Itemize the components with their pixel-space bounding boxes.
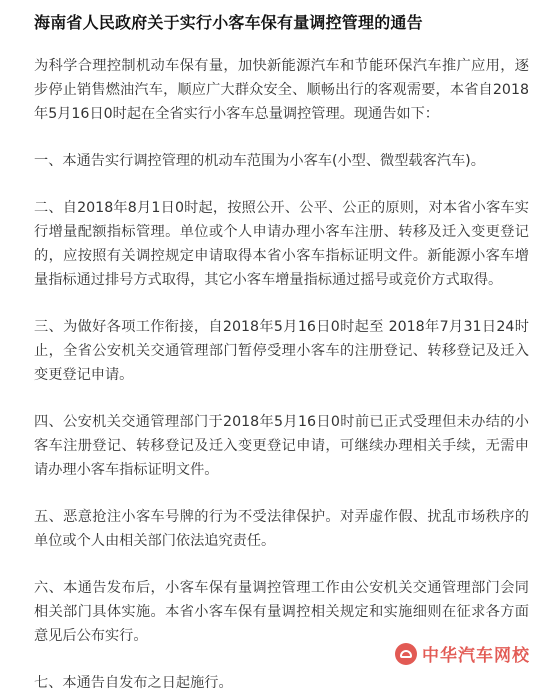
paragraph-intro: 为科学合理控制机动车保有量，加快新能源汽车和节能环保汽车推广应用，逐步停止销售燃油汽车，顺应广大群众安全、顺畅出行的客观需要，本省自2018年5月16日0时起在全省实行小客车总量调控管理。现通告如下： <box>34 58 529 122</box>
paragraph-2: 二、自2018年8月1日0时起，按照公开、公平、公正的原则，对本省小客车实行增量配额指标管理。单位或个人申请办理小客车注册、转移及迁入变更登记的，应按照有关调控规定申请取得本省小客车指标证明文件。新能源小客车增量指标通过排号方式取得，其它小客车增量指标通过摇号或竞价方式取得。 <box>34 200 529 288</box>
watermark-text: 中华汽车网校 <box>422 646 530 666</box>
paragraph-3: 三、为做好各项工作衔接，自2018年5月16日0时起至 2018年7月31日24时止，全省公安机关交通管理部门暂停受理小客车的注册登记、转移登记及迁入变更登记申请。 <box>34 319 529 383</box>
document-title: 海南省人民政府关于实行小客车保有量调控管理的通告 <box>34 13 423 32</box>
watermark <box>395 641 530 666</box>
car-logo-icon <box>395 643 417 665</box>
paragraph-1: 一、本通告实行调控管理的机动车范围为小客车(小型、微型载客汽车)。 <box>34 153 485 169</box>
paragraph-6: 六、本通告发布后，小客车保有量调控管理工作由公安机关交通管理部门会同相关部门具体实施。本省小客车保有量调控相关规定和实施细则在征求各方面意见后公布实行。 <box>34 580 529 644</box>
paragraph-7: 七、本通告自发布之日起施行。 <box>34 675 233 691</box>
paragraph-5: 五、恶意抢注小客车号牌的行为不受法律保护。对弄虚作假、扰乱市场秩序的单位或个人由相关部门依法追究责任。 <box>34 509 529 549</box>
paragraph-4: 四、公安机关交通管理部门于2018年5月16日0时前已正式受理但未办结的小客车注册登记、转移登记及迁入变更登记申请，可继续办理相关手续，无需申请办理小客车指标证明文件。 <box>34 414 529 478</box>
